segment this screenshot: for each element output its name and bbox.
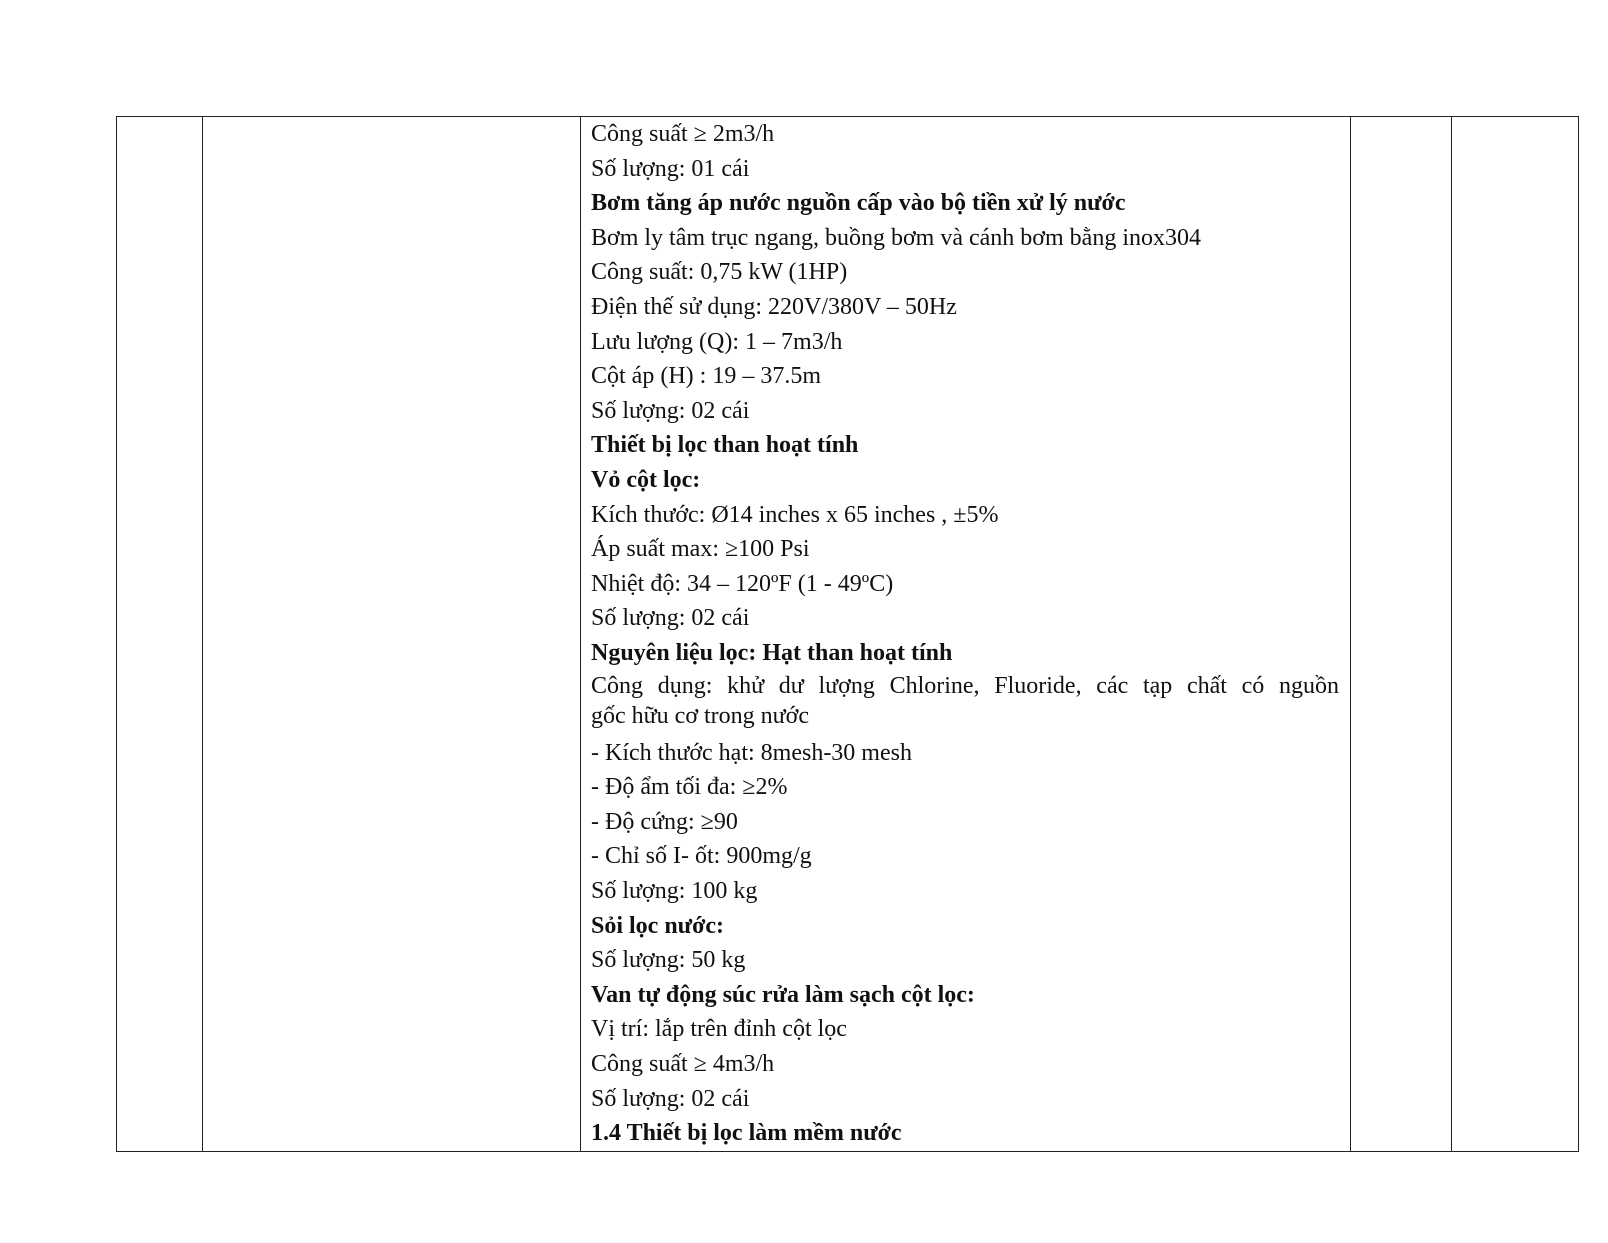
spec-line: Số lượng: 50 kg <box>591 947 746 974</box>
spec-heading: Nguyên liệu lọc: Hạt than hoạt tính <box>591 639 953 666</box>
spec-line: - Độ ẩm tối đa: ≥2% <box>591 774 788 801</box>
spec-heading: Thiết bị lọc than hoạt tính <box>591 432 859 459</box>
spec-line: gốc hữu cơ trong nước <box>591 703 810 729</box>
spec-line: - Kích thước hạt: 8mesh-30 mesh <box>591 739 912 766</box>
spec-line: - Độ cứng: ≥90 <box>591 808 738 835</box>
spec-line: Bơm ly tâm trục ngang, buồng bơm và cánh bơm bằng inox304 <box>591 224 1201 251</box>
spec-line: Điện thế sử dụng: 220V/380V – 50Hz <box>591 293 957 320</box>
spec-line: Cột áp (H) : 19 – 37.5m <box>591 363 821 390</box>
spec-line: Số lượng: 01 cái <box>591 155 750 182</box>
specification-cell <box>580 117 1350 1151</box>
spec-line: Số lượng: 100 kg <box>591 877 758 904</box>
spec-line: Công suất: 0,75 kW (1HP) <box>591 259 848 286</box>
column-divider-4 <box>1451 117 1452 1151</box>
spec-line: Công dụng: khử dư lượng Chlorine, Fluoride, các tạp chất có nguồn <box>591 672 1339 699</box>
spec-line: Kích thước: Ø14 inches x 65 inches , ±5% <box>591 501 999 528</box>
column-divider-1 <box>202 117 203 1151</box>
spec-line: Số lượng: 02 cái <box>591 605 750 632</box>
spec-heading: Sỏi lọc nước: <box>591 912 725 939</box>
spec-line: Vị trí: lắp trên đỉnh cột lọc <box>591 1016 847 1043</box>
spec-line: Nhiệt độ: 34 – 120ºF (1 - 49ºC) <box>591 570 894 597</box>
spec-line: Số lượng: 02 cái <box>591 1085 750 1112</box>
spec-line: Số lượng: 02 cái <box>591 397 750 424</box>
spec-line: Lưu lượng (Q): 1 – 7m3/h <box>591 328 843 355</box>
spec-line: Công suất ≥ 4m3/h <box>591 1050 775 1077</box>
spec-line: Công suất ≥ 2m3/h <box>591 121 775 147</box>
spec-heading: Bơm tăng áp nước nguồn cấp vào bộ tiền xử lý nước <box>591 190 1126 217</box>
spec-line: Áp suất max: ≥100 Psi <box>591 536 810 563</box>
spec-table <box>116 116 1579 1152</box>
section-heading: 1.4 Thiết bị lọc làm mềm nước <box>591 1120 902 1147</box>
spec-heading: Vỏ cột lọc: <box>591 466 701 493</box>
spec-line: - Chỉ số I- ốt: 900mg/g <box>591 843 812 870</box>
spec-heading: Van tự động súc rửa làm sạch cột lọc: <box>591 981 975 1008</box>
column-divider-3 <box>1350 117 1351 1151</box>
